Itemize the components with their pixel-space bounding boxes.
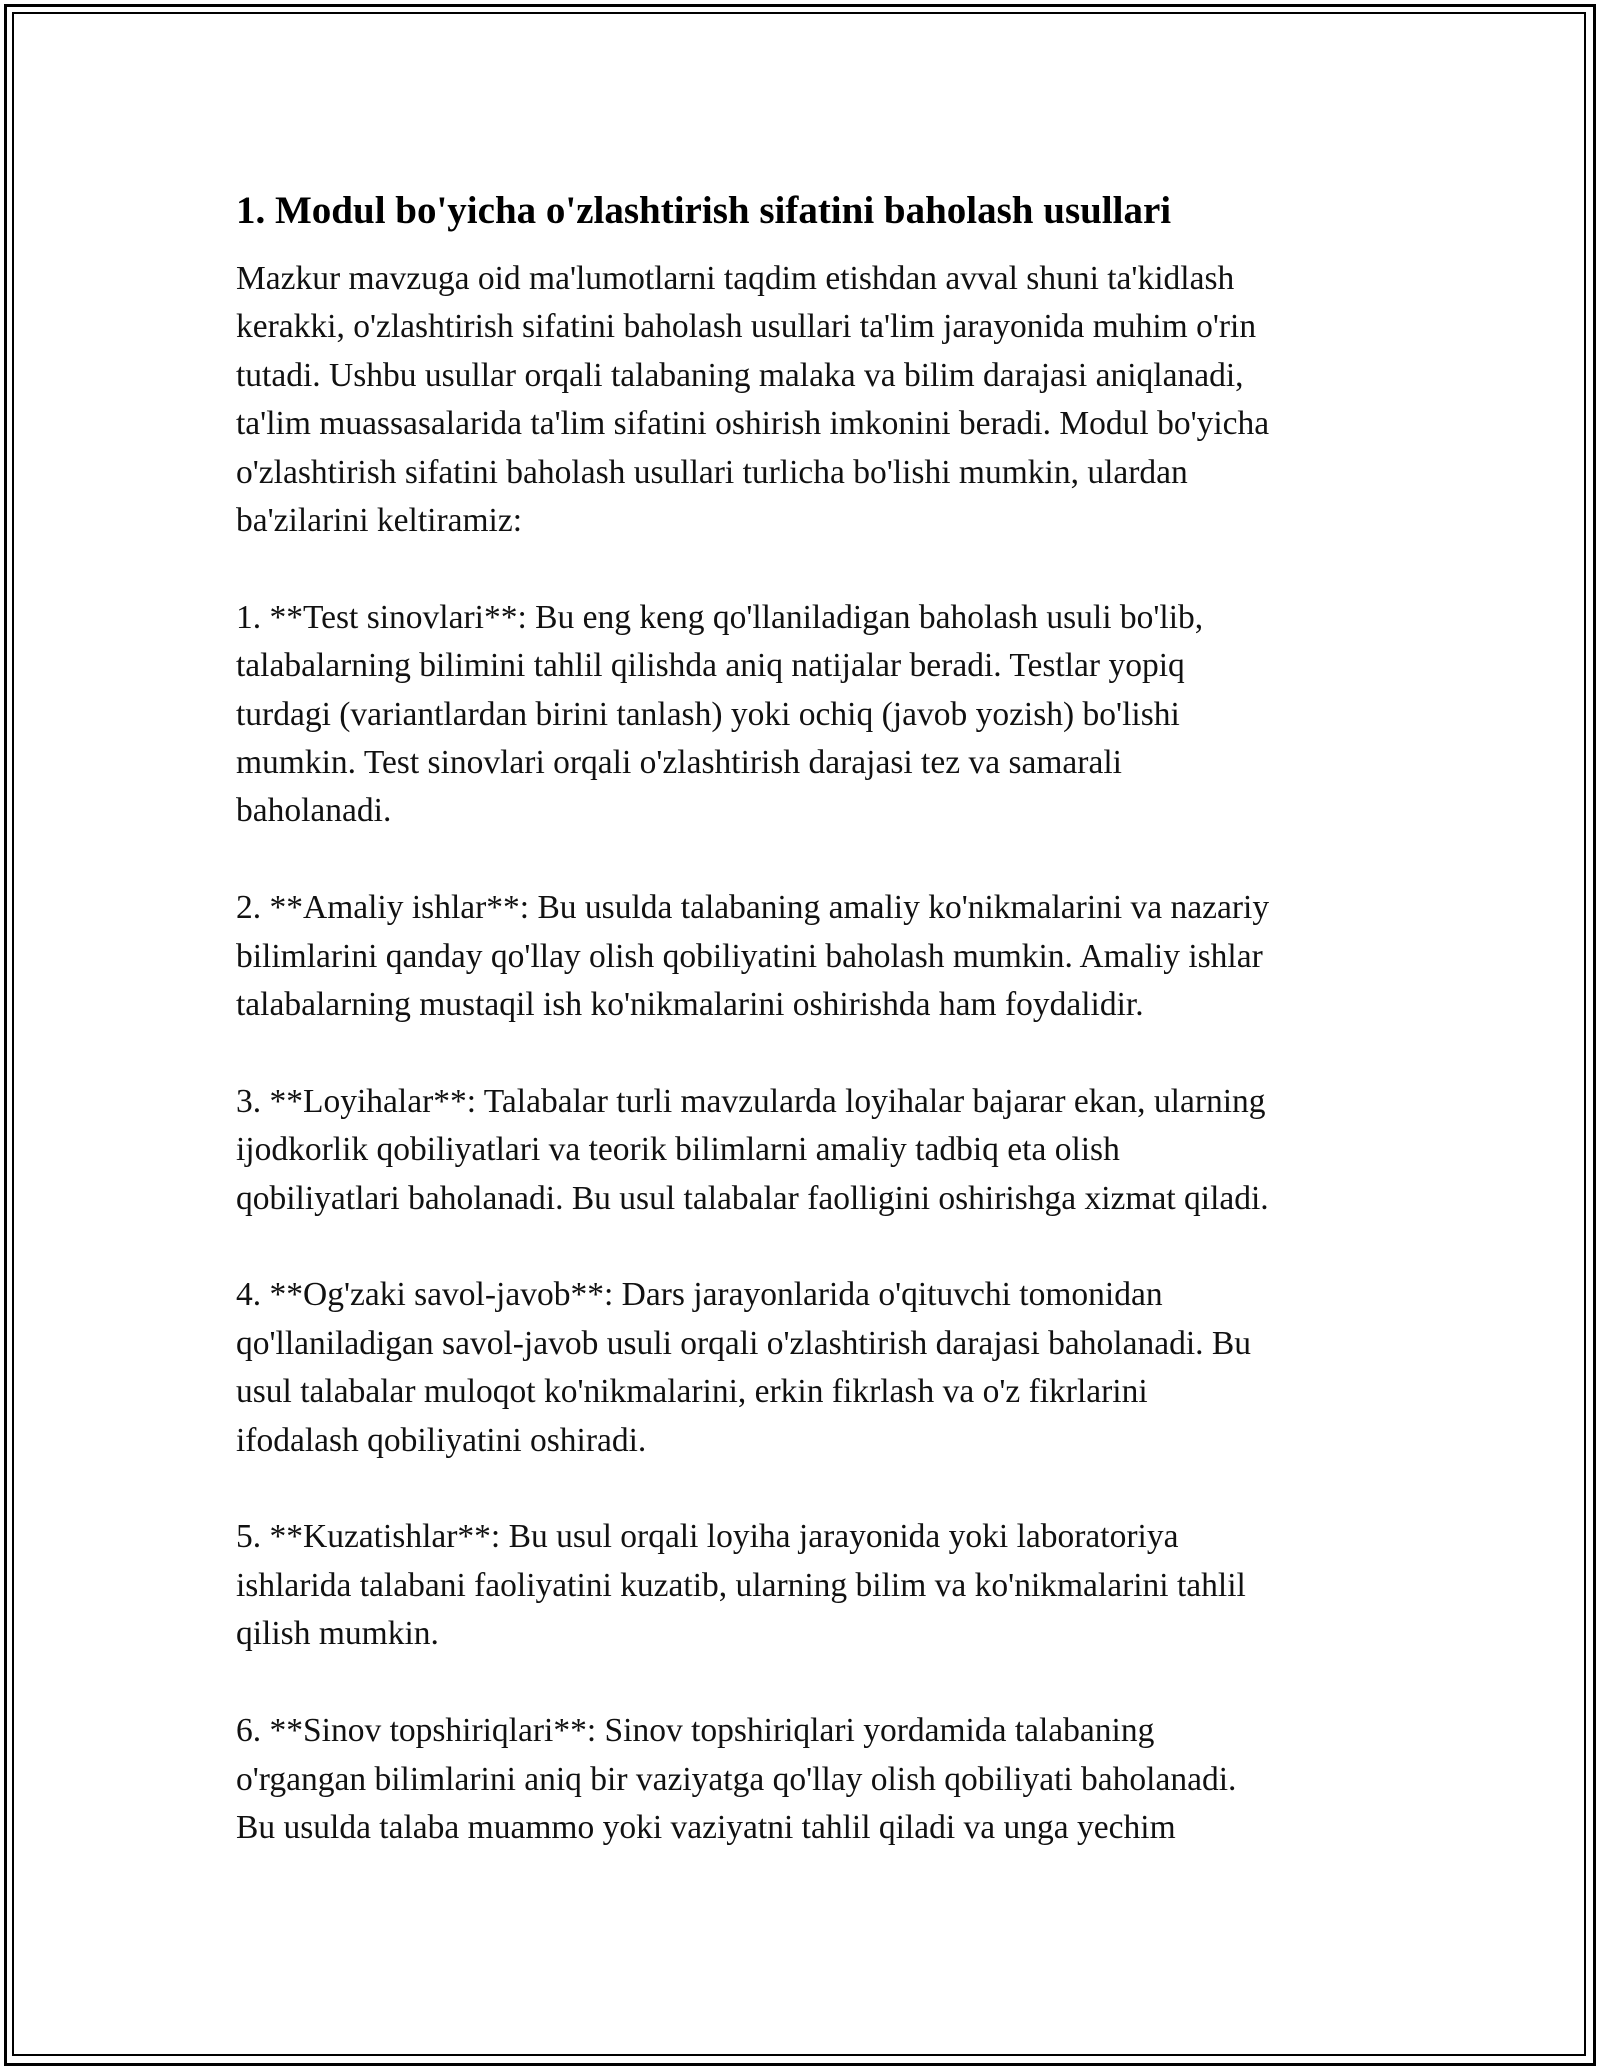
text-line: mumkin. Test sinovlari orqali o'zlashtirish darajasi tez va samarali	[236, 744, 1122, 782]
list-item-test-sinovlari	[236, 594, 1396, 836]
text-line: o'rgangan bilimlarini aniq bir vaziyatga qo'llay olish qobiliyati baholanadi.	[236, 1760, 1237, 1798]
text-line: 3. **Loyihalar**: Talabalar turli mavzularda loyihalar bajarar ekan, ularning	[236, 1082, 1266, 1120]
list-item-amaliy-ishlar	[236, 884, 1396, 1029]
document-body	[236, 187, 1396, 1901]
text-line: bilimlarini qanday qo'llay olish qobiliyatini baholash mumkin. Amaliy ishlar	[236, 937, 1263, 975]
text-line: talabalarning mustaqil ish ko'nikmalarini oshirishda ham foydalidir.	[236, 986, 1144, 1024]
text-line: 2. **Amaliy ishlar**: Bu usulda talabaning amaliy ko'nikmalarini va nazariy	[236, 889, 1270, 927]
text-line: o'zlashtirish sifatini baholash usullari turlicha bo'lishi mumkin, ulardan	[236, 453, 1188, 491]
text-line: 1. **Test sinovlari**: Bu eng keng qo'llaniladigan baholash usuli bo'lib,	[236, 598, 1204, 636]
text-line: tutadi. Ushbu usullar orqali talabaning malaka va bilim darajasi aniqlanadi,	[236, 356, 1244, 394]
text-line: ifodalash qobiliyatini oshiradi.	[236, 1421, 647, 1459]
text-line: ba'zilarini keltiramiz:	[236, 502, 523, 540]
intro-paragraph	[236, 255, 1396, 545]
list-item-sinov-topshiriqlari	[236, 1707, 1396, 1852]
text-line: 5. **Kuzatishlar**: Bu usul orqali loyiha jarayonida yoki laboratoriya	[236, 1518, 1179, 1556]
text-line: 6. **Sinov topshiriqlari**: Sinov topshiriqlari yordamida talabaning	[236, 1712, 1155, 1750]
list-item-kuzatishlar	[236, 1513, 1396, 1658]
text-line: kerakki, o'zlashtirish sifatini baholash usullari ta'lim jarayonida muhim o'rin	[236, 308, 1257, 346]
list-item-ogzaki-savol-javob	[236, 1271, 1396, 1465]
text-line: ijodkorlik qobiliyatlari va teorik bilimlarni amaliy tadbiq eta olish	[236, 1131, 1120, 1169]
text-line: baholanadi.	[236, 792, 392, 830]
text-line: qobiliyatlari baholanadi. Bu usul talabalar faolligini oshirishga xizmat qiladi.	[236, 1179, 1269, 1217]
text-line: usul talabalar muloqot ko'nikmalarini, erkin fikrlash va o'z fikrlarini	[236, 1373, 1148, 1411]
text-line: ta'lim muassasalarida ta'lim sifatini oshirish imkonini beradi. Modul bo'yicha	[236, 405, 1270, 443]
text-line: qo'llaniladigan savol-javob usuli orqali o'zlashtirish darajasi baholanadi. Bu	[236, 1324, 1251, 1362]
list-item-loyihalar	[236, 1078, 1396, 1223]
text-line: Mazkur mavzuga oid ma'lumotlarni taqdim etishdan avval shuni ta'kidlash	[236, 260, 1235, 297]
text-line: turdagi (variantlardan birini tanlash) yoki ochiq (javob yozish) bo'lishi	[236, 695, 1180, 733]
text-line: qilish mumkin.	[236, 1615, 439, 1653]
text-line: talabalarning bilimini tahlil qilishda aniq natijalar beradi. Testlar yopiq	[236, 647, 1185, 685]
text-line: ishlarida talabani faoliyatini kuzatib, ularning bilim va ko'nikmalarini tahlil	[236, 1566, 1246, 1604]
text-line: Bu usulda talaba muammo yoki vaziyatni tahlil qiladi va unga yechim	[236, 1808, 1176, 1846]
text-line: 4. **Og'zaki savol-javob**: Dars jarayonlarida o'qituvchi tomonidan	[236, 1276, 1163, 1314]
section-heading: 1. Modul bo'yicha o'zlashtirish sifatini baholash usullari	[236, 189, 1172, 232]
